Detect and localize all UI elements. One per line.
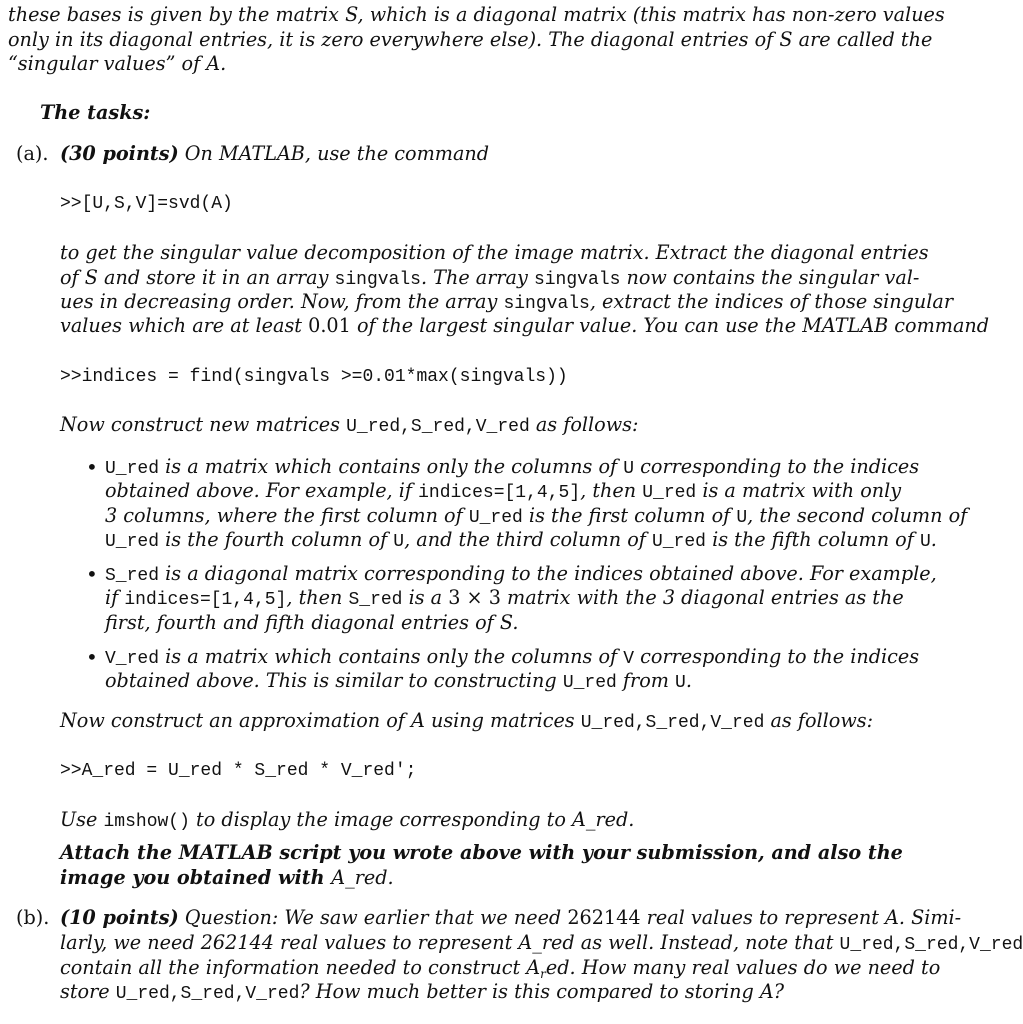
para-a1 [60,241,929,266]
math: 3 × 3 [448,586,501,609]
text: corresponding to the indices [634,455,920,478]
para-construct [60,413,638,440]
code: U_red,S_red,V_red [580,713,765,733]
text: A_red. [331,866,394,889]
math-S: S [779,28,793,51]
bullet1-line-3 [105,504,967,531]
text: store [60,980,116,1003]
text: image you obtained with [60,866,332,889]
text: Use [60,808,104,831]
text: ? [773,980,785,1003]
number: 0.01 [308,314,351,337]
text: is the fifth column of [705,528,920,551]
intro-line-1 [8,3,945,28]
text: corresponding to the indices [634,645,920,668]
part-b-line-1 [60,906,961,931]
math-A: A [411,709,425,732]
math-A: A [759,980,774,1003]
text: is a matrix which contains only the columns of [159,455,624,478]
text: are called the [792,28,933,51]
math-A: A [206,52,221,75]
text: as follows: [764,709,874,732]
text: larly, we need 262144 real values to represent A_red as well. Instead, note that [60,931,840,954]
text: only in its diagonal entries, it is zero everywhere else). The diagonal entries of [8,28,780,51]
code: S_red [105,566,160,586]
para-approx [60,709,873,736]
text: obtained above. This is similar to constructing [105,669,563,692]
text: real values to represent [640,906,886,929]
text: as follows: [529,413,639,436]
code: U_red [651,532,706,552]
code: U_red,S_red,V_red [839,935,1023,955]
attach-line-1: Attach the MATLAB script you wrote above with your submission, and also the [60,841,903,864]
para-imshow [60,808,634,835]
bullet-icon: • [86,645,98,669]
code: U_red,S_red,V_red [115,984,300,1004]
intro-line-3 [8,52,226,77]
subscript: r [540,967,546,981]
bullet2-line-1 [105,562,937,589]
code: S_red [348,590,403,610]
text: Question: We saw earlier that we need [178,906,568,929]
bullet3-line-1 [105,645,919,672]
bullet-icon: • [86,455,98,479]
bullet2-line-3 [105,611,518,636]
text: . [685,669,692,692]
text: is a matrix which contains only the columns of [159,645,624,668]
part-a-label [16,142,49,167]
code: singvals [503,294,590,314]
math-S: S [499,611,513,634]
label: (b). [16,906,50,929]
text: ? How much better is this compared to storing [299,980,760,1003]
text: , extract the indices of those singular [589,290,953,313]
math-A: A [885,906,899,929]
text: values which are at least [60,314,309,337]
points: (10 points) [60,906,179,929]
code: U_red [562,673,617,693]
code: U [623,459,635,479]
text: Now construct an approximation of [60,709,411,732]
bullet1-line-4 [105,528,937,555]
code: singvals [533,270,621,290]
code: U_red [105,459,160,479]
code: indices=[1,4,5] [418,483,581,503]
text: is the fourth column of [159,528,394,551]
text: . The array [420,266,534,289]
code: U [919,532,931,552]
text: , then [286,586,349,609]
math-S: S [84,266,98,289]
para-a2 [60,266,919,293]
code: U_red [642,483,697,503]
text: . [512,611,519,634]
bullet1-line-2 [105,479,901,506]
text: ues in decreasing order. Now, from the array [60,290,504,313]
text: if [105,586,125,609]
part-b-line-4 [60,980,784,1007]
code: V [623,649,635,669]
text: using matrices [424,709,581,732]
text: contain all the information needed to construct [60,956,527,979]
matlab-command-svd: >>[U,S,V]=svd(A) [60,194,233,214]
text: these bases is given by the matrix [8,3,346,26]
bullet2-line-2 [105,586,904,613]
part-a-line-1 [60,142,489,167]
part-b-line-3 [60,956,940,983]
text: is a diagonal matrix corresponding to the indices obtained above. For example, [159,562,937,585]
number: 262144 [567,906,641,929]
text: On MATLAB, use the command [178,142,490,165]
text: . [930,528,937,551]
text: , the second column of [747,504,968,527]
attach-line-2 [60,866,394,891]
text: matrix with the 3 diagonal entries as the [500,586,904,609]
text: to display the image corresponding to A_red. [189,808,635,831]
text: obtained above. For example, if [105,479,419,502]
matlab-command-ared: >>A_red = U_red * S_red * V_red'; [60,761,417,781]
code: V_red [105,649,160,669]
text: of the largest singular value. You can use the MATLAB command [350,314,990,337]
bullet1-line-1 [105,455,919,482]
bullet3-line-2 [105,669,692,696]
math-S: S [345,3,358,26]
code: U_red,S_red,V_red [346,417,530,437]
tasks-heading: The tasks: [40,101,151,124]
text: now contains the singular val- [620,266,920,289]
text: Now construct new matrices [60,413,347,436]
text: . Simi- [898,906,962,929]
text: 3 columns, where the first column of [105,504,469,527]
text: is a [402,586,449,609]
points: (30 points) [60,142,179,165]
text: , then [580,479,643,502]
text: first, fourth and fifth diagonal entries of [105,611,500,634]
bullet-icon: • [86,562,98,586]
text: ed. How many real values do we need to [545,956,941,979]
code: indices=[1,4,5] [124,590,287,610]
code: U [675,673,686,693]
text: to get the singular value decomposition of the image matrix. Extract the diagonal entries [60,241,929,264]
text: is the first column of [522,504,737,527]
para-a3 [60,290,953,317]
part-b-label [16,906,49,931]
matlab-command-find: >>indices = find(singvals >=0.01*max(singvals)) [60,367,568,387]
code: U_red [105,532,160,552]
code: U [393,532,405,552]
part-b-line-2 [60,931,1023,958]
math-A: A [526,956,541,979]
text: . [220,52,227,75]
intro-line-2 [8,28,932,53]
text: of [60,266,85,289]
text: from [616,669,676,692]
para-a4 [60,314,989,339]
code: U_red [468,508,523,528]
text: , which is a diagonal matrix (this matrix has non-zero values [357,3,945,26]
text: is a matrix with only [696,479,902,502]
text: and store it in an array [97,266,335,289]
label: (a). [16,142,49,165]
code: imshow() [103,812,190,832]
text: “singular values” of [8,52,207,75]
code: singvals [334,270,421,290]
code: U [736,508,748,528]
text: , and the third column of [404,528,652,551]
